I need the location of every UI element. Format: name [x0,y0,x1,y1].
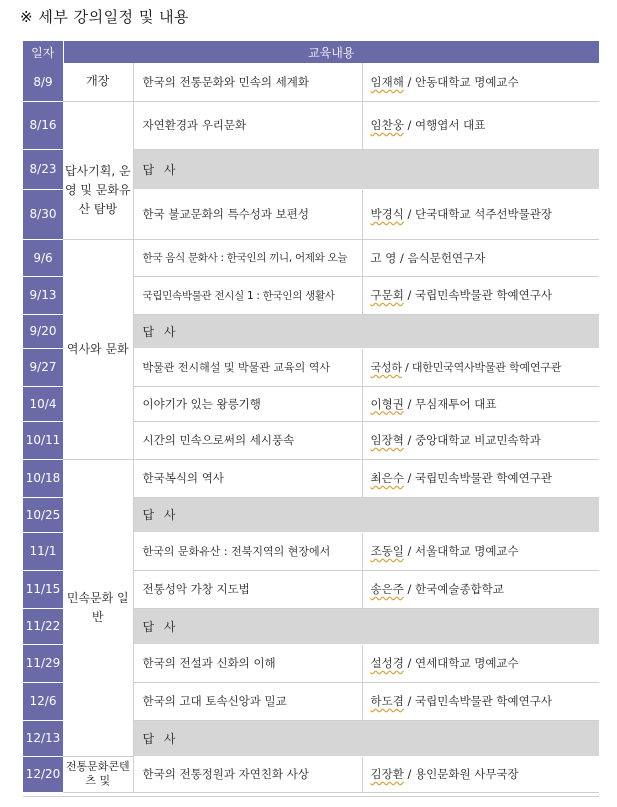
lecturer-name: 김장환 [370,767,404,781]
topic-cell: 한국의 문화유산 : 전북지역의 현장에서 [133,532,362,570]
table-row [23,101,599,149]
lecturer-org: / 무심재투어 대표 [403,396,497,411]
lecturer-name: 송은주 [370,582,404,596]
date-cell: 12/13 [23,720,63,756]
table-row [23,63,599,101]
topic-cell: 한국의 고대 토속신앙과 밀교 [133,682,362,720]
lecturer-org: / 한국예술종합학교 [403,582,504,596]
lecturer-cell [362,101,599,149]
lecturer-name: 구문회 [370,288,404,302]
lecturer-org: / 음식문헌연구자 [396,250,486,265]
lecturer-org: / 국립민속박물관 학예연구관 [403,471,552,485]
lecturer-cell [362,239,599,276]
lecturer-cell [362,682,599,720]
date-cell: 12/6 [23,682,63,720]
category-cell: 전통문화콘텐츠 및 [63,756,133,792]
lecturer-name: 하도겸 [370,694,404,708]
lecturer-org: / 용인문화원 사무국장 [403,767,519,781]
date-cell: 10/11 [23,421,63,459]
lecturer-cell [362,532,599,570]
lecturer-org: / 국립민속박물관 학예연구사 [403,694,552,708]
content-column-header: 교육내용 [63,41,599,63]
lecturer-cell [362,276,599,314]
category-cell: 역사와 문화 [63,239,133,459]
topic-cell: 박물관 전시해설 및 박물관 교육의 역사 [133,348,362,386]
date-cell: 10/25 [23,497,63,532]
date-cell: 11/29 [23,644,63,682]
lecturer-org: / 서울대학교 명예교수 [403,544,519,558]
lecturer-name: 고 영 [370,250,397,265]
lecturer-name: 최은수 [370,471,404,485]
lecturer-cell [362,386,599,421]
lecturer-name: 이형권 [370,396,404,411]
category-cell: 답사기획, 운영 및 문화유산 탐방 [63,101,133,239]
topic-cell: 자연환경과 우리문화 [133,101,362,149]
lecturer-cell [362,644,599,682]
topic-cell: 한국복식의 역사 [133,459,362,497]
lecturer-cell [362,348,599,386]
topic-cell: 한국 불교문화의 특수성과 보편성 [133,189,362,239]
lecturer-name: 임장혁 [370,433,404,447]
lecturer-name: 박경식 [370,207,404,221]
topic-cell: 한국의 전통문화와 민속의 세계화 [133,63,362,101]
lecturer-org: / 여행엽서 대표 [403,118,486,132]
date-column-header: 일자 [23,41,63,63]
table-bottom-border [23,796,599,797]
header-row [23,41,599,63]
date-cell: 9/20 [23,314,63,348]
date-cell: 10/4 [23,386,63,421]
date-cell: 8/16 [23,101,63,149]
field-trip-cell: 답 사 [133,314,599,348]
date-cell: 8/30 [23,189,63,239]
date-cell: 9/6 [23,239,63,276]
date-cell: 10/18 [23,459,63,497]
lecturer-cell [362,189,599,239]
lecturer-cell [362,63,599,101]
lecturer-name: 임찬웅 [370,118,404,132]
field-trip-cell: 답 사 [133,149,599,189]
field-trip-cell: 답 사 [133,720,599,756]
field-trip-cell: 답 사 [133,497,599,532]
date-cell: 12/20 [23,756,63,792]
lecturer-org: / 대한민국역사박물관 학예연구관 [401,361,562,374]
date-cell: 8/9 [23,63,63,101]
lecturer-name: 설성경 [370,656,404,670]
lecturer-name: 국성하 [370,361,402,374]
topic-cell: 시간의 민속으로써의 세시풍속 [133,421,362,459]
topic-cell: 전통성악 가창 지도법 [133,570,362,608]
lecturer-cell [362,459,599,497]
date-cell: 11/22 [23,608,63,644]
lecturer-cell [362,756,599,792]
date-cell: 9/27 [23,348,63,386]
lecturer-org: / 단국대학교 석주선박물관장 [403,207,552,221]
lecturer-cell [362,421,599,459]
topic-cell: 국립민속박물관 전시실 1 : 한국인의 생활사 [133,276,362,314]
topic-cell: 한국의 전설과 신화의 이해 [133,644,362,682]
topic-cell: 한국의 전통정원과 자연친화 사상 [133,756,362,792]
date-cell: 8/23 [23,149,63,189]
topic-cell: 이야기가 있는 왕릉기행 [133,386,362,421]
field-trip-cell: 답 사 [133,608,599,644]
topic-cell: 한국 음식 문화사 : 한국인의 끼니, 어제와 오늘 [133,239,362,276]
lecturer-name: 조동일 [370,544,404,558]
lecturer-name: 임재해 [370,74,404,89]
date-cell: 11/1 [23,532,63,570]
date-cell: 9/13 [23,276,63,314]
schedule-table [23,41,599,793]
page-title: ※ 세부 강의일정 및 내용 [20,8,190,26]
table-row [23,459,599,497]
table-row [23,756,599,792]
lecturer-org: / 안동대학교 명예교수 [403,74,519,89]
lecturer-org: / 중앙대학교 비교민속학과 [403,433,541,447]
lecturer-cell [362,570,599,608]
lecturer-org: / 연세대학교 명예교수 [403,656,519,670]
category-cell: 개장 [63,63,133,101]
date-cell: 11/15 [23,570,63,608]
table-row [23,239,599,276]
category-cell: 민속문화 일반 [63,459,133,756]
lecturer-org: / 국립민속박물관 학예연구사 [403,288,552,302]
